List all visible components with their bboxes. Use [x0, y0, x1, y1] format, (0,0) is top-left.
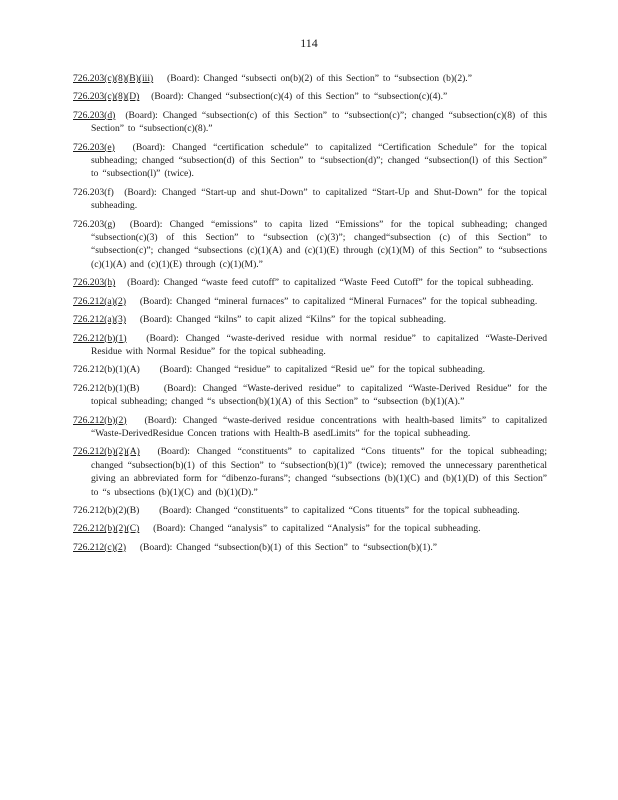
section-citation: 726.212(c)(2): [73, 541, 127, 553]
citation-separator: [144, 446, 158, 457]
amendment-list: [73, 72, 547, 559]
amendment-entry: [73, 141, 547, 181]
citation-separator: [143, 91, 151, 102]
amendment-entry: [73, 522, 547, 535]
section-citation: 726.212(b)(2)(B): [73, 504, 140, 516]
section-citation: 726.203(c)(8)(D): [73, 91, 140, 103]
amendment-entry: [73, 72, 547, 85]
amendment-text: (Board): Changed “emissions” to capita lized “Emissions” for the topical subheading; changed “subsection(c)(3) of this Section” to “subsection (c)(3)”; changed“subsection (c) of this Section” to “subsection(c)”; changed “subsections (c)(1)(A) and (c)(1)(E) through (c)(1)(M) of this Section” to “subsections (c)(1)(A) and (c)(1)(E) through (c)(1)(M).”: [91, 218, 547, 270]
section-citation: 726.212(a)(2): [73, 295, 127, 307]
amendment-text: (Board): Changed “residue” to capitalized “Resid ue” for the topical subheading.: [159, 364, 486, 376]
amendment-entry: [73, 186, 547, 213]
section-citation: 726.212(b)(2)(A): [73, 446, 140, 458]
amendment-text: (Board): Changed “subsecti on(b)(2) of this Section” to “subsection (b)(2).”: [167, 73, 472, 84]
citation-separator: [115, 219, 130, 230]
amendment-entry: [73, 276, 547, 289]
citation-separator: [119, 277, 127, 288]
section-citation: 726.212(b)(1)(A): [73, 364, 140, 376]
amendment-text: (Board): Changed “certification schedule” to capitalized “Certification Schedule” for the topical subheading; changed “subsection(d) of this Section” to “subsection(d)”; changed “subsection(l) of this Section” to “subsection(l)” (twice).: [91, 141, 547, 180]
amendment-text: (Board): Changed “waste feed cutoff” to capitalized “Waste Feed Cutoff” for the topical subheading.: [127, 277, 534, 289]
section-citation: 726.203(c)(8)(B)(iii): [73, 73, 154, 84]
amendment-text: (Board): Changed “subsection(c) of this Section” to “subsection(c)”; changed “subsection(c)(8) of this Section” to “subsection(c)(8).”: [91, 109, 548, 135]
amendment-text: (Board): Changed “analysis” to capitalized “Analysis” for the topical subheading.: [153, 523, 481, 535]
section-citation: 726.212(b)(1): [73, 332, 127, 344]
citation-separator: [132, 314, 140, 325]
citation-separator: [133, 333, 147, 344]
section-citation: 726.212(a)(3): [73, 314, 127, 326]
citation-separator: [145, 523, 153, 534]
section-citation: 726.212(b)(2): [73, 414, 127, 426]
section-citation: 726.212(b)(1)(B): [73, 382, 140, 394]
citation-separator: [119, 142, 133, 153]
section-citation: 726.203(e): [73, 141, 115, 153]
amendment-text: (Board): Changed “mineral furnaces” to capitalized “Mineral Furnaces” for the topical subheading.: [139, 295, 538, 307]
amendment-entry: [73, 295, 547, 308]
amendment-entry: [73, 90, 547, 103]
page-number: 114: [300, 36, 318, 50]
amendment-entry: [73, 445, 547, 499]
amendment-entry: [73, 218, 547, 272]
section-citation: 726.212(b)(2)(C): [73, 523, 140, 535]
citation-separator: [152, 364, 160, 375]
citation-separator: [133, 415, 145, 426]
amendment-entry: [73, 504, 547, 517]
amendment-text: (Board): Changed “kilns” to capit alized “Kilns” for the topical subheading.: [139, 314, 446, 326]
section-citation: 726.203(d): [73, 109, 116, 121]
amendment-entry: [73, 363, 547, 376]
amendment-text: (Board): Changed “constituents” to capitalized “Cons tituents” for the topical subheading; changed “subsection(b)(1) of this Section” to “subsection(b)(1)” (twice); removed the unnecessary parenthetical giving an abbreviated form for “dibenzo-furans”; changed “subsections (b)(1)(C) and (b)(1)(D) of this Section” to “s ubsections (b)(1)(C) and (b)(1)(D).”: [91, 446, 548, 498]
amendment-text: (Board): Changed “waste-derived residue concentrations with health-based limits” to capitalized “Waste-DerivedResidue Concen trations with Health-B asedLimits” for the topical subheading.: [91, 414, 548, 439]
amendment-entry: [73, 332, 547, 359]
amendment-entry: [73, 382, 547, 409]
amendment-entry: [73, 313, 547, 326]
amendment-text: (Board): Changed “subsection(b)(1) of this Section” to “subsection(b)(1).”: [139, 541, 437, 553]
citation-separator: [132, 296, 140, 307]
citation-separator: [151, 383, 164, 394]
amendment-text: (Board): Changed “Start-up and shut-Down” to capitalized “Start-Up and Shut-Down” for the topical subheading.: [91, 186, 548, 212]
section-citation: 726.203(g): [73, 218, 116, 230]
citation-separator: [115, 110, 125, 121]
citation-separator: [159, 73, 167, 84]
amendment-entry: [73, 109, 547, 136]
citation-separator: [151, 505, 159, 516]
amendment-text: (Board): Changed “subsection(c)(4) of this Section” to “subsection(c)(4).”: [151, 91, 448, 103]
amendment-text: (Board): Changed “constituents” to capitalized “Cons tituents” for the topical subheading.: [159, 504, 520, 516]
citation-separator: [114, 187, 124, 198]
amendment-text: (Board): Changed “waste-derived residue with normal residue” to capitalized “Waste-Derived Residue with Normal Residue” for the topical subheading.: [91, 332, 548, 357]
section-citation: 726.203(h): [73, 277, 116, 289]
citation-separator: [132, 542, 140, 553]
section-citation: 726.203(f): [73, 186, 114, 198]
amendment-entry: [73, 414, 547, 441]
amendment-entry: [73, 541, 547, 554]
amendment-text: (Board): Changed “Waste-derived residue” to capitalized “Waste-Derived Residue” for the topical subheading; changed “s ubsection(b)(1)(A) of this Section” to “subsection (b)(1)(A).”: [91, 382, 548, 408]
